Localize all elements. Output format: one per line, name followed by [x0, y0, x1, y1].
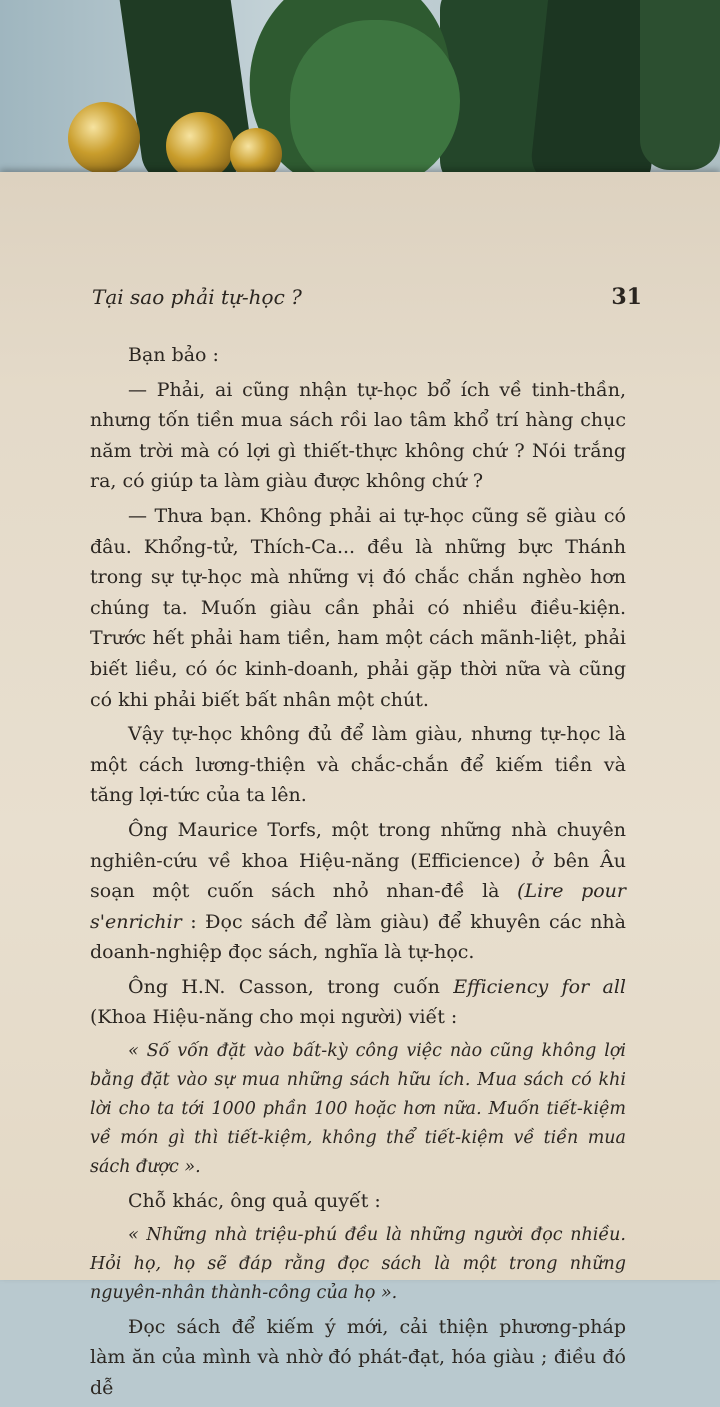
gold-ornament: [68, 102, 140, 174]
paragraph: Đọc sách để kiếm ý mới, cải thiện phương-pháp làm ăn của mình và nhờ đó phát-đạt, hóa giàu ; điều đó dễ: [90, 1315, 626, 1399]
plant-leaf: [640, 0, 720, 170]
book-page: [0, 172, 720, 1399]
quotation: « Số vốn đặt vào bất-kỳ công việc nào cũng không lợi bằng đặt vào sự mua những sách hữu ích. Mua sách có khi lời cho ta tới 1000 phần 100 hoặc hơn nữa. Muốn tiết-kiệm về món gì thì tiết-kiệm, không thể tiết-kiệm về tiền mua sách được ».: [90, 1041, 626, 1178]
page-header: [92, 284, 642, 318]
body-text: [90, 340, 626, 1407]
paragraph: [90, 972, 626, 1033]
paragraph: Vậy tự-học không đủ để làm giàu, nhưng tự-học là một cách lương-thiện và chắc-chắn để kiếm tiền và tăng lợi-tức của ta lên.: [90, 723, 626, 807]
paragraph-text: Ông Maurice Torfs, một trong những nhà chuyên nghiên-cứu về khoa Hiệu-năng (Efficience) ở bên Âu soạn một cuốn sách nhỏ nhan-đề là: [90, 818, 626, 903]
paragraph: Chỗ khác, ông quả quyết :: [128, 1190, 381, 1213]
paragraph-text: : Đọc sách để làm giàu) để khuyên các nhà doanh-nghiệp đọc sách, nghĩa là tự-học.: [90, 910, 626, 964]
gold-ornament: [166, 112, 234, 180]
page-number: 31: [611, 284, 642, 310]
paragraph: — Thưa bạn. Không phải ai tự-học cũng sẽ giàu có đâu. Khổng-tử, Thích-Ca... đều là những bực Thánh trong sự tự-học mà những vị đó chắc chắn nghèo hơn chúng ta. Muốn giàu cần phải có nhiều điều-kiện. Trước hết phải ham tiền, ham một cách mãnh-liệt, phải biết liều, có óc kinh-doanh, phải gặp thời nữa và cũng có khi phải biết bất nhân một chút.: [90, 504, 626, 711]
paragraph: — Phải, ai cũng nhận tự-học bổ ích về tinh-thần, nhưng tốn tiền mua sách rồi lao tâm khổ trí hàng chục năm trời mà có lợi gì thiết-thực không chứ ? Nói trắng ra, có giúp ta làm giàu được không chứ ?: [90, 378, 626, 493]
paragraph: Bạn bảo :: [128, 344, 219, 366]
quotation: « Những nhà triệu-phú đều là những người đọc nhiều. Hỏi họ, họ sẽ đáp rằng đọc sách là một trong những nguyên-nhân thành-công của họ ».: [90, 1224, 626, 1303]
paragraph-text: Ông H.N. Casson, trong cuốn: [128, 975, 454, 998]
book-title: Efficiency for all: [453, 975, 626, 998]
running-title: Tại sao phải tự-học ?: [92, 285, 302, 309]
paragraph-text: (Khoa Hiệu-năng cho mọi người) viết :: [90, 1006, 458, 1029]
paragraph: [90, 815, 626, 968]
book-title: (Lire pour s'enrichir: [90, 880, 626, 933]
